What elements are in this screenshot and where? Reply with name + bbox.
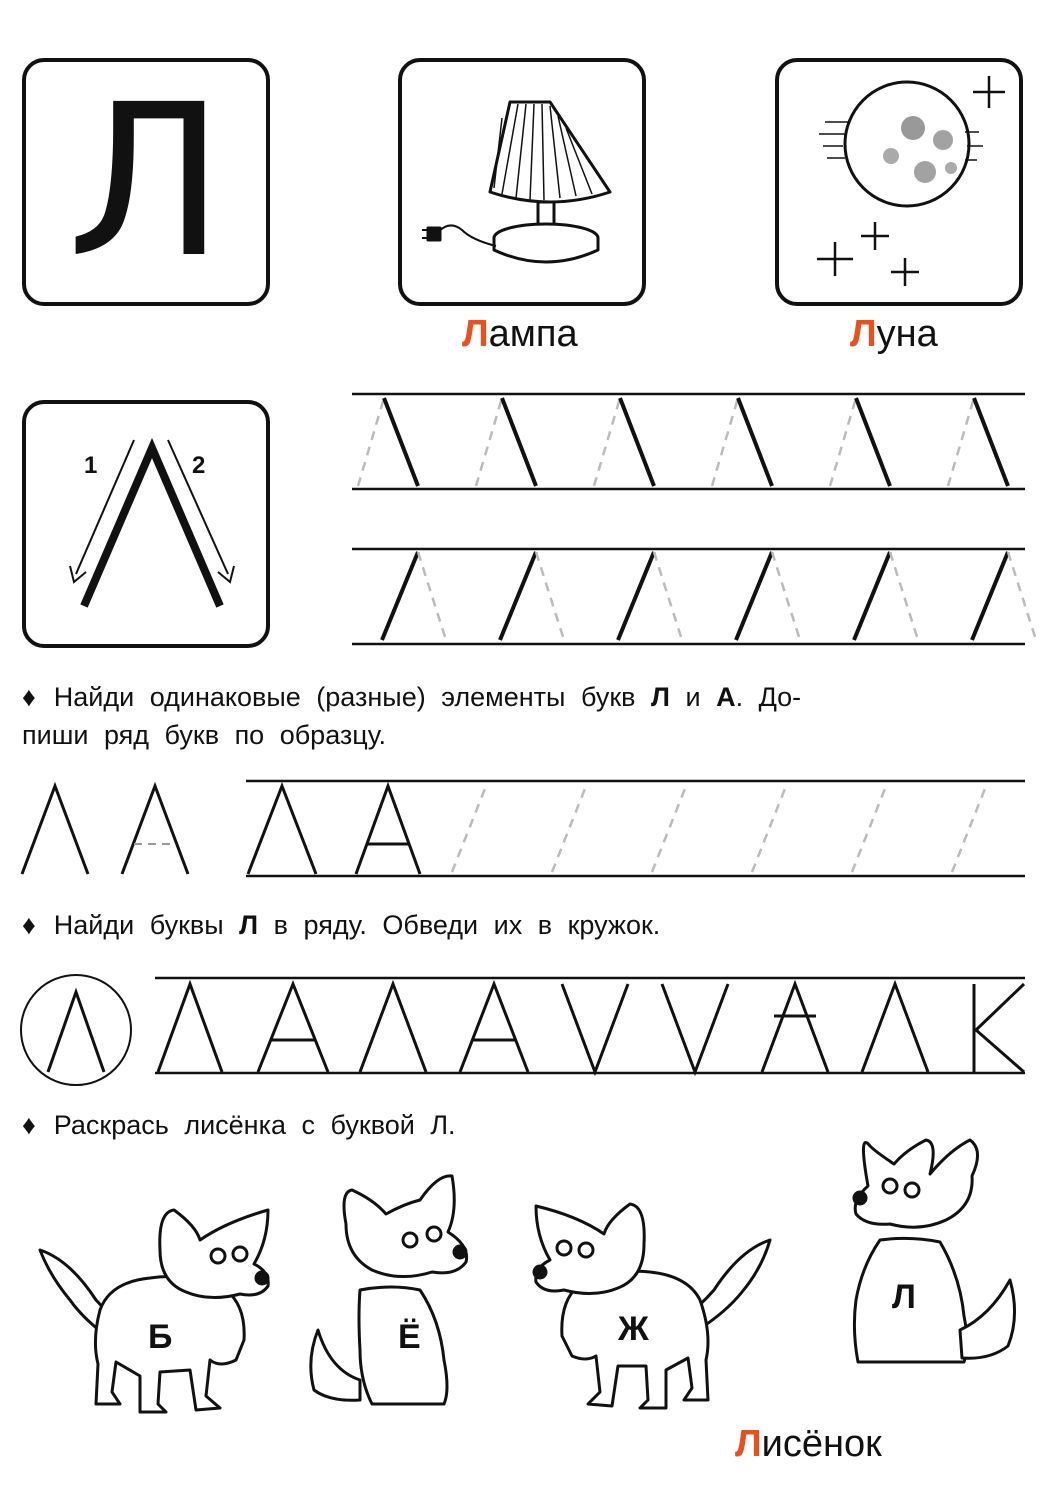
fox-caption-first-letter: Л bbox=[735, 1423, 762, 1465]
fox-3-letter: Ж bbox=[618, 1310, 649, 1348]
bullet-icon: ♦ bbox=[22, 682, 36, 712]
task-1-bold2: А bbox=[716, 682, 736, 712]
stroke-number-2: 2 bbox=[192, 452, 206, 479]
fox-caption bbox=[735, 1425, 882, 1463]
task-1-part2: . До- bbox=[735, 682, 802, 712]
lamp-caption-first-letter: Л bbox=[462, 313, 489, 355]
fox-l-icon bbox=[854, 1140, 1015, 1362]
moon-caption-first-letter: Л bbox=[850, 313, 877, 355]
stroke-number-1: 1 bbox=[84, 452, 98, 479]
big-letter: Л bbox=[67, 59, 225, 304]
fox-4-letter: Л bbox=[892, 1278, 916, 1316]
task-1-part1: Найди одинаковые (разные) элементы букв bbox=[53, 682, 636, 712]
task-1-line2: пиши ряд букв по образцу. bbox=[22, 720, 387, 750]
lamp-caption-rest: ампа bbox=[488, 313, 578, 355]
fox-zh-icon bbox=[534, 1204, 770, 1408]
task-2-part2: в ряду. Обведи их в кружок. bbox=[273, 910, 661, 940]
fox-yo-icon bbox=[311, 1176, 467, 1404]
fox-caption-rest: исёнок bbox=[761, 1423, 882, 1465]
bullet-icon: ♦ bbox=[22, 1110, 36, 1140]
task-3-text-content: Раскрась лисёнка с буквой Л. bbox=[53, 1110, 456, 1140]
fox-1-letter: Б bbox=[148, 1318, 173, 1356]
task-2-part1: Найди буквы bbox=[53, 910, 224, 940]
task-1-mid: и bbox=[685, 682, 701, 712]
task-2-bold1: Л bbox=[239, 910, 259, 940]
fox-b-icon bbox=[40, 1210, 268, 1412]
bullet-icon: ♦ bbox=[22, 910, 36, 940]
moon-caption-rest: уна bbox=[876, 313, 938, 355]
fox-2-letter: Ё bbox=[398, 1318, 421, 1356]
task-1-bold1: Л bbox=[651, 682, 670, 712]
